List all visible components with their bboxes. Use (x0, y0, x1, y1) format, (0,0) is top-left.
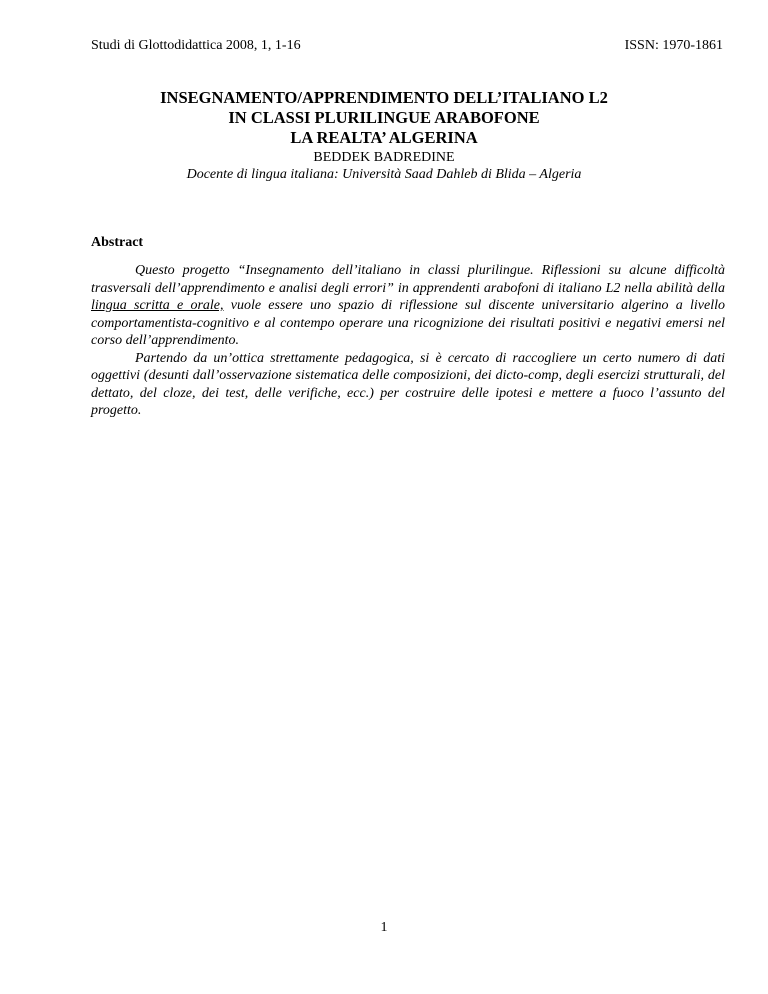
abstract-p1-text-start: Questo progetto “Insegnamento dell’italiano in classi plurilingue. Riflessioni su alcune difficoltà trasversali dell’apprendimento e analisi degli errori” in apprendenti arabofoni di italiano L2 nella abilità della (91, 263, 725, 296)
author-affiliation: Docente di lingua italiana: Università Saad Dahleb di Blida – Algeria (186, 167, 582, 182)
abstract-p1-text-end: vuole essere uno spazio di riflessione sul discente universitario algerino a livello comportamentista-cognitivo e al contempo operare una ricognizione dei risultati positivi e negativi emersi nel corso dell’apprendimento. (91, 298, 725, 348)
abstract-heading: Abstract (91, 235, 144, 250)
issn: ISSN: 1970-1861 (624, 38, 723, 53)
journal-citation: Studi di Glottodidattica 2008, 1, 1-16 (91, 38, 301, 53)
author-name: BEDDEK BADREDINE (313, 150, 455, 165)
abstract-paragraph-2: Partendo da un’ottica strettamente pedagogica, si è cercato di raccogliere un certo numero di dati oggettivi (desunti dall’osservazione sistematica delle composizioni, dei dicto-comp, degli esercizi strutturali, del dettato, del cloze, dei test, delle verifiche, ecc.) per costruire delle ipotesi e mettere a fuoco l’assunto del progetto. (91, 350, 725, 418)
title-line-1: INSEGNAMENTO/APPRENDIMENTO DELL’ITALIANO L2 (160, 88, 608, 107)
page-number: 1 (380, 920, 388, 935)
title-block (0, 88, 768, 183)
abstract-p1-underlined: lingua scritta e orale, (91, 298, 224, 313)
title-line-2: IN CLASSI PLURILINGUE ARABOFONE (228, 108, 540, 127)
abstract-body (91, 262, 725, 420)
title-line-3: LA REALTA’ ALGERINA (290, 128, 478, 147)
abstract-paragraph-1 (91, 262, 725, 350)
